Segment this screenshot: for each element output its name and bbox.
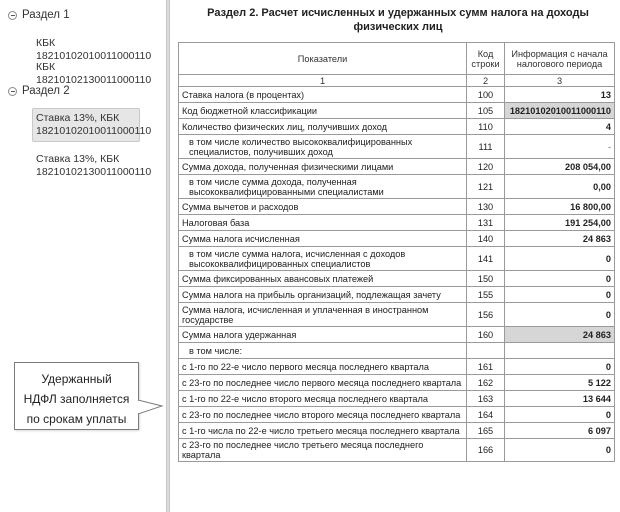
tree-item-rate-1[interactable] <box>32 108 152 142</box>
table-row <box>179 287 615 303</box>
section-tree <box>0 0 166 512</box>
row-value-field[interactable]: 4 <box>505 119 615 135</box>
row-value-field[interactable]: 0 <box>505 407 615 423</box>
table-row <box>179 407 615 423</box>
tree-item-line: Ставка 13%, КБК <box>36 153 120 165</box>
tree-item-line: 18210102130011000110 <box>36 166 152 178</box>
column-index: 1 <box>179 75 467 87</box>
table-row <box>179 231 615 247</box>
table-row <box>179 439 615 462</box>
row-label: с 23-го по последнее число первого месяца последнего квартала <box>179 375 467 391</box>
row-value-field[interactable]: 13 <box>505 87 615 103</box>
title-line: Раздел 2. Расчет исчисленных и удержанных сумм налога на доходы <box>207 7 589 19</box>
column-header-indicators: Показатели <box>179 43 467 75</box>
row-label: Сумма налога удержанная <box>179 327 467 343</box>
table-row <box>179 215 615 231</box>
row-label: Ставка налога (в процентах) <box>179 87 467 103</box>
row-code: 165 <box>467 423 505 439</box>
table-row <box>179 103 615 119</box>
collapse-icon[interactable] <box>8 11 17 20</box>
tree-section-label: Раздел 1 <box>22 9 70 21</box>
row-code: 120 <box>467 159 505 175</box>
row-code: 105 <box>467 103 505 119</box>
row-label: с 23-го по последнее число третьего месяца последнего квартала <box>179 439 467 462</box>
row-label: Сумма налога на прибыль организаций, подлежащая зачету <box>179 287 467 303</box>
row-value-field[interactable]: 18210102010011000110 <box>505 103 615 119</box>
page-title <box>178 6 618 34</box>
row-label: Сумма налога, исчисленная и уплаченная в иностранном государстве <box>179 303 467 327</box>
row-code: 111 <box>467 135 505 159</box>
row-value-field[interactable]: 5 122 <box>505 375 615 391</box>
row-value-field[interactable]: 13 644 <box>505 391 615 407</box>
row-code: 130 <box>467 199 505 215</box>
row-code: 162 <box>467 375 505 391</box>
table-row <box>179 119 615 135</box>
tree-section-1[interactable] <box>8 9 70 21</box>
table-row <box>179 135 615 159</box>
splitter[interactable] <box>166 0 170 512</box>
table-row <box>179 343 615 359</box>
table-row <box>179 423 615 439</box>
callout-line: по срокам уплаты <box>26 412 127 426</box>
table-row <box>179 375 615 391</box>
row-code: 110 <box>467 119 505 135</box>
row-label: с 23-го по последнее число второго месяца последнего квартала <box>179 407 467 423</box>
table-row <box>179 271 615 287</box>
row-value-field[interactable]: 0 <box>505 271 615 287</box>
callout-line: Удержанный <box>41 372 112 386</box>
tree-item-rate-2[interactable] <box>36 153 151 179</box>
row-label: Сумма вычетов и расходов <box>179 199 467 215</box>
column-header-code: Код строки <box>467 43 505 75</box>
row-label: Код бюджетной классификации <box>179 103 467 119</box>
row-value-field[interactable]: 0 <box>505 287 615 303</box>
row-label: с 1-го по 22-е число первого месяца последнего квартала <box>179 359 467 375</box>
row-value-field[interactable]: 0 <box>505 439 615 462</box>
tree-item-line: 18210102010011000110 <box>36 125 152 137</box>
row-code <box>467 343 505 359</box>
tax-calculation-table <box>178 42 615 462</box>
tree-section-label: Раздел 2 <box>22 85 70 97</box>
row-label: Количество физических лиц, получивших доход <box>179 119 467 135</box>
row-code: 160 <box>467 327 505 343</box>
table-row <box>179 159 615 175</box>
row-label: в том числе: <box>179 343 467 359</box>
row-value-field[interactable]: 24 863 <box>505 327 615 343</box>
row-code: 150 <box>467 271 505 287</box>
row-value-field[interactable]: 0 <box>505 303 615 327</box>
row-value-field[interactable]: 0 <box>505 359 615 375</box>
row-code: 121 <box>467 175 505 199</box>
row-code: 141 <box>467 247 505 271</box>
callout-line: НДФЛ заполняется <box>23 392 130 406</box>
column-index: 2 <box>467 75 505 87</box>
row-code: 100 <box>467 87 505 103</box>
row-value-field[interactable]: 16 800,00 <box>505 199 615 215</box>
row-code: 140 <box>467 231 505 247</box>
tree-section-2[interactable] <box>8 85 70 97</box>
table-row <box>179 359 615 375</box>
table-body <box>179 87 615 462</box>
row-label: Сумма налога исчисленная <box>179 231 467 247</box>
row-code: 161 <box>467 359 505 375</box>
row-label: в том числе количество высококвалифицированных специалистов, получивших доход <box>179 135 467 159</box>
tree-item-kbk-2[interactable]: КБК 18210102130011000110 <box>36 61 152 86</box>
column-header-info: Информация с начала налогового периода <box>505 43 615 75</box>
row-code: 166 <box>467 439 505 462</box>
row-value-field <box>505 343 615 359</box>
column-index: 3 <box>505 75 615 87</box>
row-value-field[interactable]: 208 054,00 <box>505 159 615 175</box>
table-row <box>179 199 615 215</box>
row-code: 164 <box>467 407 505 423</box>
row-value-field[interactable]: 191 254,00 <box>505 215 615 231</box>
row-value-field[interactable]: 24 863 <box>505 231 615 247</box>
row-label: с 1-го числа по 22-е число третьего месяца последнего квартала <box>179 423 467 439</box>
table-row <box>179 303 615 327</box>
table-row <box>179 391 615 407</box>
row-code: 163 <box>467 391 505 407</box>
tree-item-kbk-1[interactable]: КБК 18210102010011000110 <box>36 37 152 62</box>
row-label: Сумма фиксированных авансовых платежей <box>179 271 467 287</box>
row-value-field[interactable]: 0,00 <box>505 175 615 199</box>
row-label: в том числе сумма налога, исчисленная с доходов высококвалифицированных специалистов <box>179 247 467 271</box>
row-value-field[interactable]: 0 <box>505 247 615 271</box>
row-code: 155 <box>467 287 505 303</box>
table-row <box>179 87 615 103</box>
title-line: физических лиц <box>353 21 443 33</box>
annotation-callout <box>14 362 139 430</box>
row-label: Налоговая база <box>179 215 467 231</box>
table-row <box>179 175 615 199</box>
row-code: 131 <box>467 215 505 231</box>
tree-item-line: Ставка 13%, КБК <box>36 112 120 124</box>
row-label: Сумма дохода, полученная физическими лицами <box>179 159 467 175</box>
table-row <box>179 327 615 343</box>
callout-pointer <box>138 400 164 420</box>
row-label: в том числе сумма дохода, полученная высококвалифицированными специалистами <box>179 175 467 199</box>
table-row <box>179 247 615 271</box>
row-value-field[interactable]: 6 097 <box>505 423 615 439</box>
row-code: 156 <box>467 303 505 327</box>
collapse-icon[interactable] <box>8 87 17 96</box>
row-value-field[interactable]: - <box>505 135 615 159</box>
row-label: с 1-го по 22-е число второго месяца последнего квартала <box>179 391 467 407</box>
